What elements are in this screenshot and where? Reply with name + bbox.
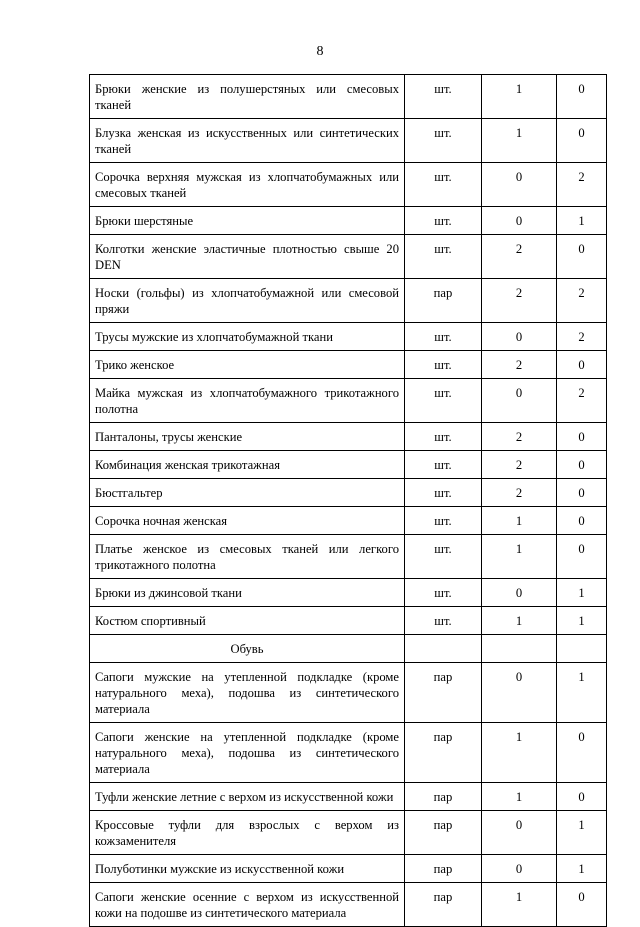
unit-cell: шт.: [405, 323, 482, 351]
table-row: [90, 579, 607, 607]
unit-cell: шт.: [405, 163, 482, 207]
item-name-cell: Сапоги мужские на утепленной подкладке (кроме натурального меха), подошва из синтетического материала: [90, 663, 405, 723]
goods-table: [89, 74, 607, 927]
table-row: [90, 163, 607, 207]
quantity-1-cell: 1: [482, 723, 557, 783]
quantity-1-cell: 0: [482, 379, 557, 423]
quantity-2-cell: 1: [557, 207, 607, 235]
table-row: [90, 479, 607, 507]
quantity-1-cell: 0: [482, 163, 557, 207]
quantity-1-cell: 0: [482, 811, 557, 855]
item-name-cell: Трико женское: [90, 351, 405, 379]
table-row: [90, 119, 607, 163]
quantity-1-cell: 2: [482, 423, 557, 451]
quantity-1-cell: 2: [482, 351, 557, 379]
item-name-cell: Туфли женские летние с верхом из искусственной кожи: [90, 783, 405, 811]
item-name-cell: Бюстгальтер: [90, 479, 405, 507]
item-name-cell: Колготки женские эластичные плотностью свыше 20 DEN: [90, 235, 405, 279]
item-name-cell: Панталоны, трусы женские: [90, 423, 405, 451]
quantity-2-cell: 1: [557, 579, 607, 607]
goods-table-body: [90, 75, 607, 927]
quantity-2-cell: 1: [557, 811, 607, 855]
quantity-2-cell: 0: [557, 75, 607, 119]
unit-cell: шт.: [405, 235, 482, 279]
table-row: [90, 379, 607, 423]
item-name-cell: Блузка женская из искусственных или синтетических тканей: [90, 119, 405, 163]
quantity-1-cell: 0: [482, 579, 557, 607]
unit-cell: шт.: [405, 479, 482, 507]
quantity-2-cell: 0: [557, 451, 607, 479]
unit-cell: шт.: [405, 75, 482, 119]
table-row: [90, 75, 607, 119]
table-row: [90, 607, 607, 635]
table-row: [90, 535, 607, 579]
item-name-cell: Обувь: [90, 635, 405, 663]
item-name-cell: Сапоги женские осенние с верхом из искусственной кожи на подошве из синтетического материала: [90, 883, 405, 927]
quantity-2-cell: 2: [557, 379, 607, 423]
item-name-cell: Майка мужская из хлопчатобумажного трикотажного полотна: [90, 379, 405, 423]
unit-cell: шт.: [405, 379, 482, 423]
table-row: [90, 855, 607, 883]
quantity-2-cell: 2: [557, 279, 607, 323]
quantity-1-cell: 0: [482, 663, 557, 723]
quantity-2-cell: 2: [557, 163, 607, 207]
table-row: [90, 423, 607, 451]
quantity-2-cell: 0: [557, 119, 607, 163]
quantity-1-cell: 2: [482, 479, 557, 507]
item-name-cell: Трусы мужские из хлопчатобумажной ткани: [90, 323, 405, 351]
page-number: 8: [316, 44, 324, 59]
unit-cell: шт.: [405, 451, 482, 479]
unit-cell: пар: [405, 855, 482, 883]
unit-cell: пар: [405, 663, 482, 723]
quantity-2-cell: 0: [557, 507, 607, 535]
quantity-2-cell: 0: [557, 423, 607, 451]
quantity-1-cell: 2: [482, 235, 557, 279]
item-name-cell: Сорочка ночная женская: [90, 507, 405, 535]
quantity-2-cell: 0: [557, 783, 607, 811]
item-name-cell: Сорочка верхняя мужская из хлопчатобумажных или смесовых тканей: [90, 163, 405, 207]
quantity-1-cell: 1: [482, 783, 557, 811]
quantity-1-cell: 1: [482, 75, 557, 119]
unit-cell: пар: [405, 279, 482, 323]
unit-cell: шт.: [405, 579, 482, 607]
quantity-1-cell: 1: [482, 607, 557, 635]
quantity-1-cell: 0: [482, 855, 557, 883]
unit-cell: шт.: [405, 535, 482, 579]
table-row: [90, 451, 607, 479]
quantity-1-cell: 1: [482, 535, 557, 579]
table-row: [90, 323, 607, 351]
quantity-2-cell: 2: [557, 323, 607, 351]
quantity-2-cell: 0: [557, 535, 607, 579]
quantity-1-cell: [482, 635, 557, 663]
table-row: [90, 207, 607, 235]
unit-cell: шт.: [405, 119, 482, 163]
quantity-1-cell: 0: [482, 207, 557, 235]
item-name-cell: Кроссовые туфли для взрослых с верхом из кожзаменителя: [90, 811, 405, 855]
quantity-1-cell: 2: [482, 451, 557, 479]
table-row: [90, 811, 607, 855]
item-name-cell: Сапоги женские на утепленной подкладке (кроме натурального меха), подошва из синтетического материала: [90, 723, 405, 783]
unit-cell: пар: [405, 783, 482, 811]
unit-cell: пар: [405, 723, 482, 783]
item-name-cell: Комбинация женская трикотажная: [90, 451, 405, 479]
quantity-2-cell: 0: [557, 723, 607, 783]
item-name-cell: Брюки женские из полушерстяных или смесовых тканей: [90, 75, 405, 119]
unit-cell: шт.: [405, 507, 482, 535]
table-row: [90, 351, 607, 379]
quantity-2-cell: 0: [557, 883, 607, 927]
quantity-1-cell: 1: [482, 507, 557, 535]
quantity-2-cell: 0: [557, 351, 607, 379]
quantity-2-cell: 0: [557, 235, 607, 279]
quantity-2-cell: 1: [557, 663, 607, 723]
quantity-2-cell: 1: [557, 855, 607, 883]
quantity-2-cell: [557, 635, 607, 663]
table-row: [90, 235, 607, 279]
table-row: [90, 783, 607, 811]
item-name-cell: Платье женское из смесовых тканей или легкого трикотажного полотна: [90, 535, 405, 579]
unit-cell: шт.: [405, 607, 482, 635]
unit-cell: пар: [405, 811, 482, 855]
item-name-cell: Носки (гольфы) из хлопчатобумажной или смесовой пряжи: [90, 279, 405, 323]
item-name-cell: Полуботинки мужские из искусственной кожи: [90, 855, 405, 883]
unit-cell: шт.: [405, 423, 482, 451]
unit-cell: шт.: [405, 207, 482, 235]
unit-cell: шт.: [405, 351, 482, 379]
unit-cell: [405, 635, 482, 663]
quantity-1-cell: 1: [482, 883, 557, 927]
table-row: [90, 507, 607, 535]
table-row: [90, 723, 607, 783]
quantity-1-cell: 2: [482, 279, 557, 323]
item-name-cell: Брюки шерстяные: [90, 207, 405, 235]
section-row: [90, 635, 607, 663]
quantity-1-cell: 1: [482, 119, 557, 163]
quantity-2-cell: 1: [557, 607, 607, 635]
item-name-cell: Костюм спортивный: [90, 607, 405, 635]
table-row: [90, 279, 607, 323]
item-name-cell: Брюки из джинсовой ткани: [90, 579, 405, 607]
unit-cell: пар: [405, 883, 482, 927]
table-row: [90, 663, 607, 723]
quantity-1-cell: 0: [482, 323, 557, 351]
quantity-2-cell: 0: [557, 479, 607, 507]
